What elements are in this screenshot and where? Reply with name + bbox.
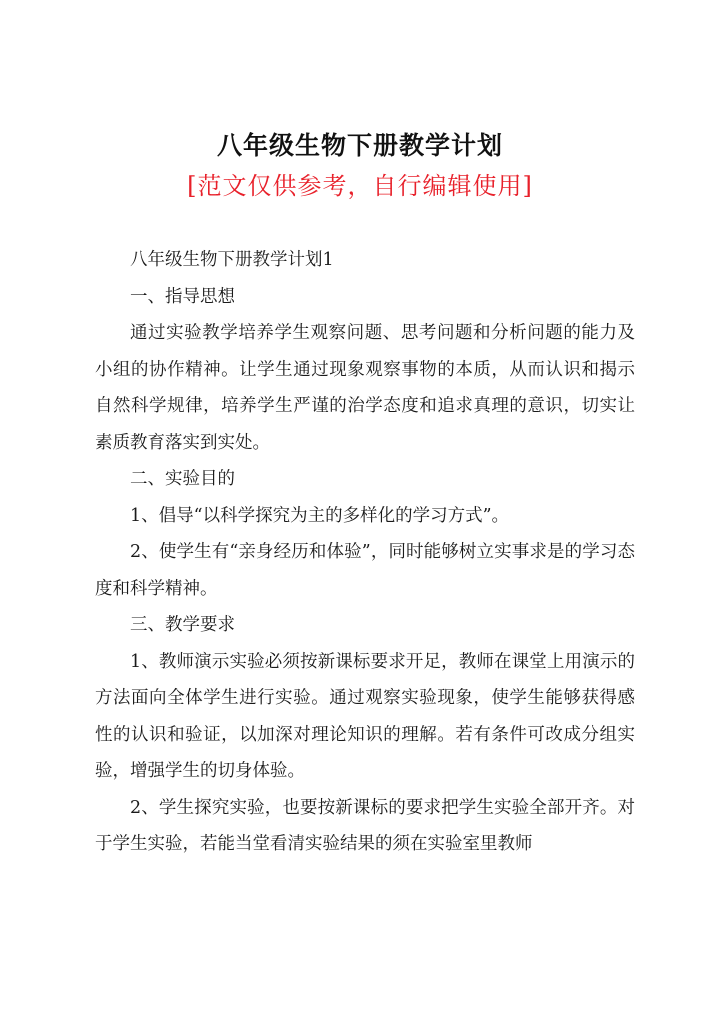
list-item: 2、使学生有“亲身经历和体验”，同时能够树立实事求是的学习态度和科学精神。 [95, 542, 635, 599]
document-subtitle: [范文仅供参考，自行编辑使用] [187, 172, 533, 200]
section-heading: 一、指导思想 [130, 286, 235, 307]
section-heading: 三、教学要求 [130, 615, 235, 635]
list-item: 1、教师演示实验必须按新课标要求开足，教师在课堂上用演示的方法面向全体学生进行实验。通过观察实验现象，使学生能够获得感性的认识和验证，以加深对理论知识的理解。若有条件可改成分组实验，增强学生的切身体验。 [95, 651, 635, 781]
list-item: 1、倡导“以科学探究为主的多样化的学习方式”。 [130, 505, 510, 526]
document-body [95, 242, 635, 863]
section-heading: 八年级生物下册教学计划1 [130, 250, 334, 270]
body-paragraph: 通过实验教学培养学生观察问题、思考问题和分析问题的能力及小组的协作精神。让学生通过现象观察事物的本质，从而认识和揭示自然科学规律，培养学生严谨的治学态度和追求真理的意识，切实让素质教育落实到实处。 [95, 323, 635, 453]
document-title: 八年级生物下册教学计划 [216, 131, 503, 160]
list-item: 2、学生探究实验，也要按新课标的要求把学生实验全部开齐。对于学生实验，若能当堂看清实验结果的须在实验室里教师 [95, 797, 635, 854]
section-heading: 二、实验目的 [130, 469, 235, 489]
